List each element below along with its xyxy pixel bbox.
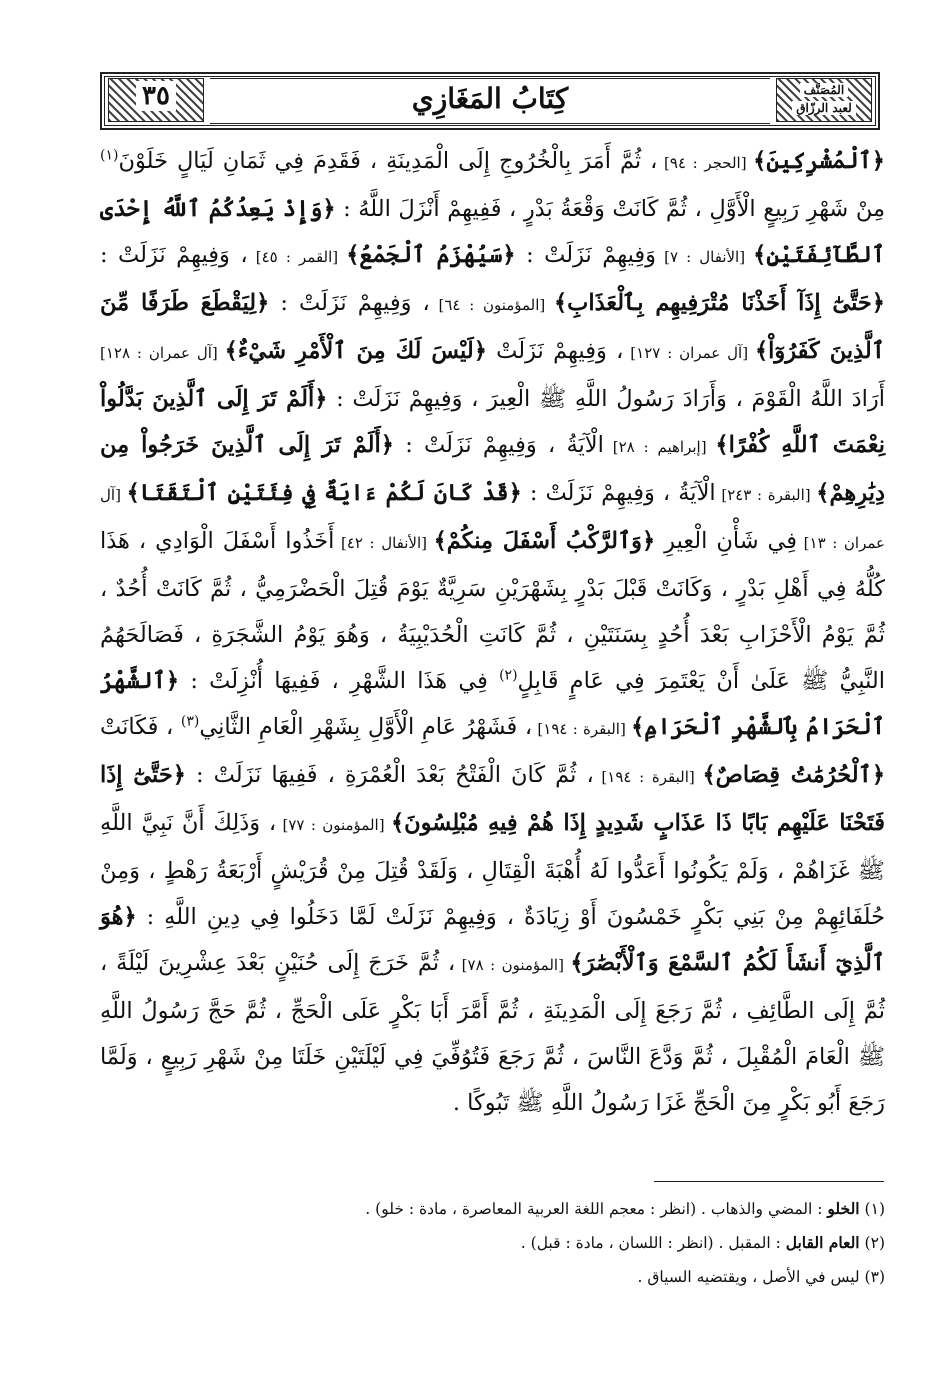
quran-verse: ﴿هُوَ ٱلَّذِيٓ أَنشَأَ لَكُمُ ٱلسَّمْعَ وَٱلْأَبْصَٰرَ﴾ xyxy=(100,904,885,976)
text-run: ، ثُمَّ كَانَ الْفَتْحُ بَعْدَ الْعُمْرَةِ ، فَفِيهَا نَزَلَتْ : xyxy=(185,762,594,788)
verse-citation: [إبراهيم : ٢٨] xyxy=(603,438,716,456)
text-run: ، وَذَلِكَ أَنَّ نَبِيَّ اللَّهِ ﷺ غَزَاهُمْ ، وَلَمْ يَكُونُوا أَعَدُّوا لَهُ أُهْبَةَ الْقِتَالِ ، وَلَقَدْ قُتِلَ مِنْ قُرَيْشٍ أَرْبَعَةُ رَهْطٍ ، وَمِنْ حُلَفَائِهِمْ مِنْ بَنِي بَكْرٍ خَمْسُونَ أَوْ زِيَادَةٌ ، وَفِيهِمْ نَزَلَتْ لَمَّا دَخَلُوا فِي دِينِ اللَّهِ : xyxy=(100,810,885,930)
verse-citation: [الأنفال : ٧] xyxy=(656,248,754,266)
text-run: فِي شَأْنِ الْعِيرِ xyxy=(655,528,798,554)
quran-verse: ﴿سَيُهْزَمُ ٱلْجَمْعُ﴾ xyxy=(346,242,516,268)
text-run: فِي هَذَا الشَّهْرِ ، فَفِيهَا أُنْزِلَتْ : xyxy=(179,668,500,694)
quran-verse: ﴿وَإِذْ يَعِدُكُمُ ٱللَّهُ إِحْدَى ٱلطَّآئِفَتَيْنِ﴾ xyxy=(100,196,886,268)
quran-verse: ﴿أَلَمْ تَرَ إِلَى ٱلَّذِينَ بَدَّلُواْ نِعْمَتَ ٱللَّهِ كُفْرًا﴾ xyxy=(100,386,885,458)
text-run: مِنْ شَهْرِ رَبِيعٍ الْأَوَّلِ ، ثُمَّ كَانَتْ وَقْعَةُ بَدْرٍ ، فَفِيهِمْ أَنْزَلَ اللَّهُ : xyxy=(335,196,886,222)
text-run: الْآيَةُ ، وَفِيهِمْ نَزَلَتْ : xyxy=(393,432,604,458)
footnote-2: (٢) العام القابل : المقبل . (انظر : اللسان ، مادة : قبل) . xyxy=(520,1233,885,1252)
quran-verse: ﴿أَلَمْ تَرَ إِلَى ٱلَّذِينَ خَرَجُواْ مِن دِيَٰرِهِمْ﴾ xyxy=(100,432,885,506)
footnote-ref: (١) xyxy=(100,147,119,164)
logo-line-1: المُصَنَّف xyxy=(800,83,848,97)
quran-verse: ﴿وَٱلرَّكْبُ أَسْفَلَ مِنكُمْ﴾ xyxy=(433,528,656,554)
quran-verse: ﴿ٱلْحُرُمَٰتُ قِصَاصٌ﴾ xyxy=(702,762,886,788)
verse-citation: [البقرة : ١٩٤] xyxy=(593,768,703,786)
text-run: أَرَادَ اللَّهُ الْقَوْمَ ، وَأَرَادَ رَسُولُ اللَّهِ ﷺ الْعِيرَ ، وَفِيهِمْ نَزَلَتْ : xyxy=(327,386,885,412)
verse-citation: [آل عمران : ١٢٨] xyxy=(100,344,225,362)
verse-citation: [آل عمران : ١٣] xyxy=(100,486,885,552)
quran-verse: ﴿لِيَقْطَعَ طَرَفًا مِّنَ ٱلَّذِينَ كَفَرُوٓاْ﴾ xyxy=(100,290,885,364)
verse-citation: [آل عمران : ١٢٧] xyxy=(623,344,755,362)
text-run: وَفِيهِمْ نَزَلَتْ : xyxy=(515,242,656,268)
quran-verse: ﴿ٱلْمُشْرِكِينَ﴾ xyxy=(753,148,885,174)
quran-verse: ﴿ٱلشَّهْرُ ٱلْحَرَامُ بِٱلشَّهْرِ ٱلْحَرَامِ﴾ xyxy=(100,668,885,740)
verse-citation: [البقرة : ١٩٤] xyxy=(532,720,632,738)
text-run: ، فَكَانَتْ xyxy=(100,714,181,740)
text-run: الْآيَةُ ، وَفِيهِمْ نَزَلَتْ : xyxy=(521,480,716,506)
verse-citation: [البقرة : ٢٤٣] xyxy=(715,486,817,504)
book-title: كِتَابُ المَغَازِي xyxy=(411,82,569,115)
text-run: ، وَفِيهِمْ نَزَلَتْ : xyxy=(269,290,430,316)
footnote-ref: (٣) xyxy=(180,713,200,730)
quran-verse: ﴿قَدْ كَانَ لَكُمْ ءَايَةٌ فِي فِئَتَيْنِ ٱلْتَقَتَا﴾ xyxy=(126,480,522,506)
text-run: ، ثُمَّ أَمَرَ بِالْخُرُوجِ إِلَى الْمَدِينَةِ ، فَقَدِمَ فِي ثَمَانِ لَيَالٍ خَلَوْنَ xyxy=(118,148,658,174)
text-run: ، وَفِيهِمْ نَزَلَتْ : xyxy=(100,242,248,268)
publisher-logo xyxy=(776,78,872,122)
text-run: ، فَشَهْرُ عَامِ الْأَوَّلِ بِشَهْرِ الْعَامِ الثَّانِي xyxy=(199,714,533,740)
verse-citation: [القمر : ٤٥] xyxy=(247,248,347,266)
text-run: أَخَذُوا أَسْفَلَ الْوَادِي ، هَذَا كُلُّهُ فِي أَهْلِ بَدْرٍ ، وَكَانَتْ قَبْلَ بَدْرٍ بِشَهْرَيْنِ سَرِيَّةٌ يَوْمَ قُتِلَ الْحَضْرَمِيُّ ، ثُمَّ كَانَتْ أُحُدٌ ، ثُمَّ يَوْمُ الْأَحْزَابِ بَعْدَ أُحُدٍ بِسَنَتَيْنِ ، ثُمَّ كَانَتِ الْحُدَيْبِيَةُ ، وَهُوَ يَوْمُ الشَّجَرَةِ ، فَصَالَحَهُمُ النَّبِيُّ ﷺ عَلَىٰ أَنْ يَعْتَمِرَ فِي عَامٍ قَابِلٍ xyxy=(100,528,885,694)
text-run: ، ثُمَّ خَرَجَ إِلَى حُنَيْنٍ بَعْدَ عِشْرِينَ لَيْلَةً ، ثُمَّ إِلَى الطَّائِفِ ، ثُمَّ رَجَعَ إِلَى الْمَدِينَةِ ، ثُمَّ أَمَّرَ أَبَا بَكْرٍ عَلَى الْحَجِّ ، ثُمَّ حَجَّ رَسُولُ اللَّهِ ﷺ الْعَامَ الْمُقْبِلَ ، ثُمَّ وَدَّعَ النَّاسَ ، ثُمَّ رَجَعَ فَتُوُفِّيَ فِي لَيْلَتَيْنِ خَلَتَا مِنْ شَهْرِ رَبِيعٍ ، وَلَمَّا رَجَعَ أَبُو بَكْرٍ مِنَ الْحَجِّ غَزَا رَسُولُ اللَّهِ ﷺ تَبُوكًا . xyxy=(100,950,885,1116)
logo-line-2: لعبد الرزّاق xyxy=(792,101,856,115)
quran-verse: ﴿حَتَّىٰٓ إِذَا فَتَحْنَا عَلَيْهِم بَابًا ذَا عَذَابٍ شَدِيدٍ إِذَا هُمْ فِيهِ مُبْلِسُونَ﴾ xyxy=(100,762,886,836)
footnotes xyxy=(100,1192,885,1294)
quran-verse: ﴿لَيْسَ لَكَ مِنَ ٱلْأَمْرِ شَيْءٌ﴾ xyxy=(224,338,487,364)
verse-citation: [الأنفال : ٤٢] xyxy=(334,534,434,552)
page-header xyxy=(100,72,880,130)
verse-citation: [المؤمنون : ٧٧] xyxy=(276,816,391,834)
page-number-box xyxy=(108,78,204,122)
main-paragraph xyxy=(100,138,885,1126)
text-run: ، وَفِيهِمْ نَزَلَتْ xyxy=(486,338,624,364)
quran-verse: ﴿حَتَّىٰٓ إِذَآ أَخَذْنَا مُتْرَفِيهِم بِٱلْعَذَابِ﴾ xyxy=(553,290,885,316)
verse-citation: [المؤمنون : ٦٤] xyxy=(429,296,554,314)
footnote-3: (٣) ليس في الأصل ، ويقتضيه السياق . xyxy=(637,1268,885,1286)
footnote-divider xyxy=(654,1181,884,1182)
verse-citation: [الحجر : ٩٤] xyxy=(657,154,754,172)
footnote-ref: (٢) xyxy=(499,667,518,684)
page-number: ٣٥ xyxy=(136,81,176,111)
footnote-1: (١) الخلو : المضي والذهاب . (انظر : معجم اللغة العربية المعاصرة ، مادة : خلو) . xyxy=(365,1199,885,1218)
main-text xyxy=(100,138,885,1126)
verse-citation: [المؤمنون : ٧٨] xyxy=(455,956,571,974)
